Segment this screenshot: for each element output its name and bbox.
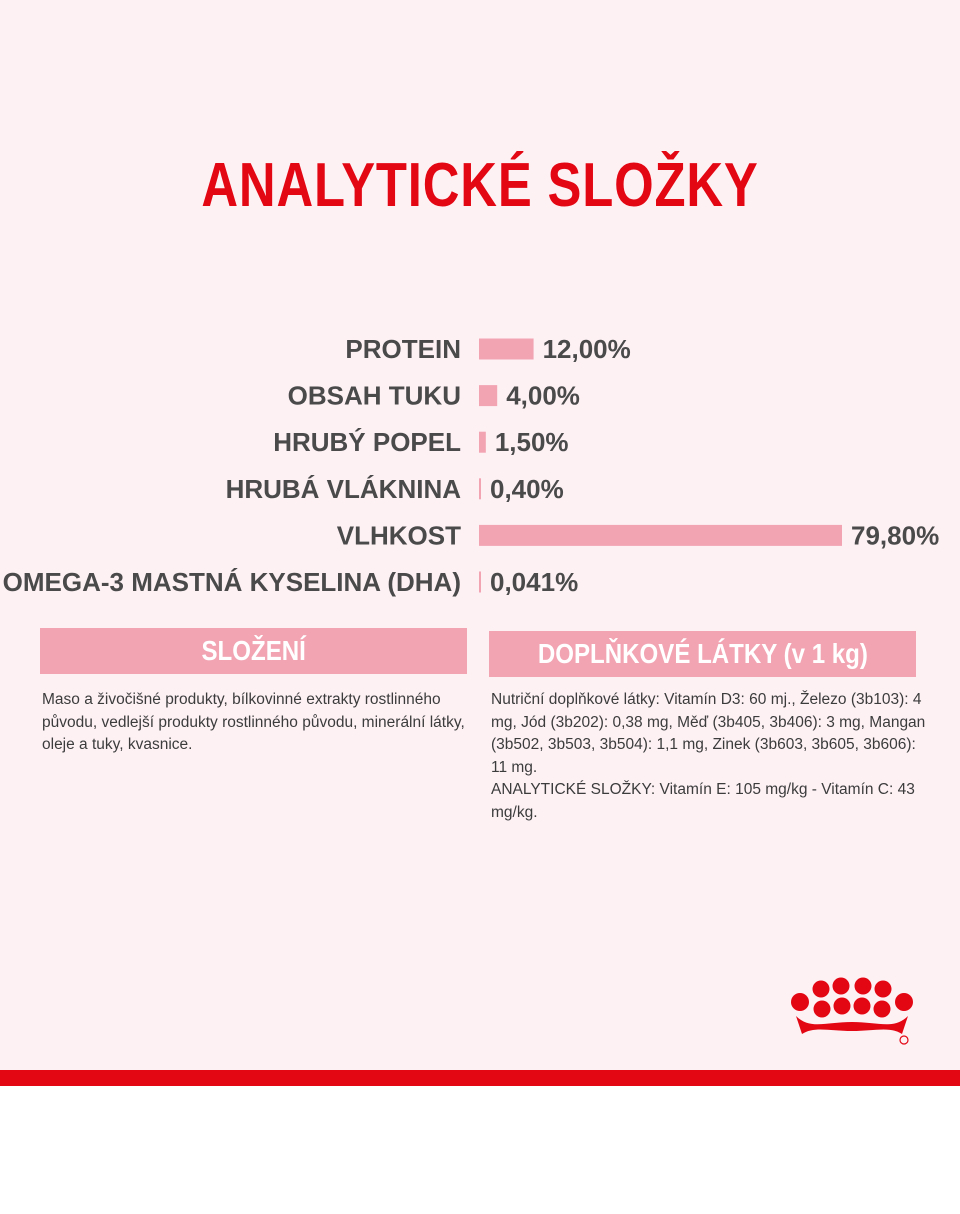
bar-vlhkost — [479, 525, 842, 546]
composition-header — [40, 628, 467, 674]
bar-obsah-tuku — [479, 385, 497, 406]
bar-value-label: 1,50% — [494, 427, 569, 458]
nutrient-bar-chart — [0, 320, 960, 610]
additives-text — [491, 689, 931, 824]
additives-analytical: ANALYTICKÉ SLOŽKY: Vitamín E: 105 mg/kg - Vitamín C: 43 mg/kg. — [491, 781, 915, 821]
additives-heading: DOPLŇKOVÉ LÁTKY (v 1 kg) — [537, 638, 868, 669]
bar-label: OMEGA-3 MASTNÁ KYSELINA (DHA) — [2, 567, 461, 597]
bar-label: HRUBÝ POPEL — [273, 427, 461, 458]
bottom-white-area — [0, 1086, 960, 1214]
page-title: ANALYTICKÉ SLOŽKY — [201, 151, 759, 220]
bar-label: VLHKOST — [336, 520, 461, 551]
bar-protein — [479, 339, 534, 360]
bar-hrub-popel — [479, 432, 486, 453]
bar-label: PROTEIN — [345, 334, 461, 364]
additives-header — [489, 631, 916, 677]
bar-label: OBSAH TUKU — [287, 380, 461, 411]
bar-value-label: 0,041% — [490, 567, 579, 597]
bar-value-label: 0,40% — [490, 473, 564, 504]
bar-value-label: 79,80% — [851, 520, 940, 551]
bar-value-label: 4,00% — [506, 380, 580, 411]
bar-label: HRUBÁ VLÁKNINA — [225, 473, 461, 504]
royal-canin-crown-icon — [786, 976, 918, 1050]
bar-hrub-vl-knina — [479, 478, 481, 499]
composition-heading: SLOŽENÍ — [201, 635, 306, 666]
bar-value-label: 12,00% — [542, 334, 631, 364]
additives-nutritional: Nutriční doplňkové látky: Vitamín D3: 60 mj., Železo (3b103): 4 mg, Jód (3b202): 0,38 mg, Měď (3b405, 3b406): 3 mg, Mangan (3b502, 3b503, 3b504): 1,1 mg, Zinek (3b603, 3b605, 3b606): 11 mg. — [491, 691, 926, 776]
composition-text: Maso a živočišné produkty, bílkovinné extrakty rostlinného původu, vedlejší produkty rostlinného původu, minerální látky, oleje a tuky, kvasnice. — [42, 691, 465, 753]
bar-omega-3-mastn-kyselina-dha- — [479, 572, 481, 593]
brand-red-band — [0, 1070, 960, 1086]
